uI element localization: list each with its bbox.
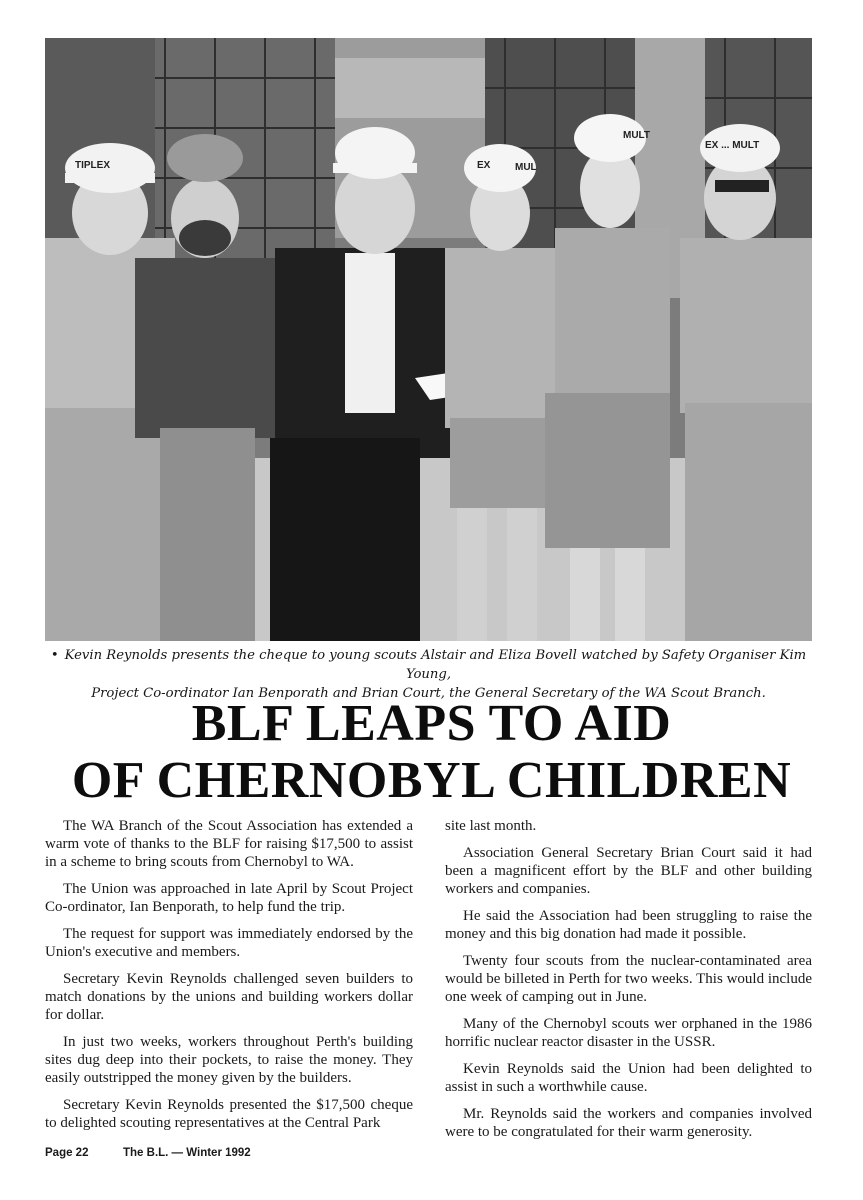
paragraph: Kevin Reynolds said the Union had been delighted to assist in such a worthwhile cause. — [445, 1061, 812, 1095]
bullet-icon: • — [50, 648, 59, 663]
caption-line-1: • Kevin Reynolds presents the cheque to young scouts Alstair and Eliza Bovell watched by Safety Organiser Kim Young, — [50, 648, 807, 682]
paragraph: Mr. Reynolds said the workers and companies involved were to be congratulated for their warm generosity. — [445, 1106, 812, 1140]
paragraph: Secretary Kevin Reynolds presented the $17,500 cheque to delighted scouting representatives at the Central Park — [45, 1097, 413, 1131]
hat-label: TIPLEX — [75, 160, 111, 171]
paragraph: Association General Secretary Brian Court said it had been a magnificent effort by the BLF and other building workers and companies. — [445, 845, 812, 897]
paragraph: The Union was approached in late April by Scout Project Co-ordinator, Ian Benporath, to help fund the trip. — [45, 881, 413, 915]
page-number: Page 22 — [45, 1147, 89, 1159]
paragraph: In just two weeks, workers throughout Perth's building sites dug deep into their pockets, to raise the money. They easily outstripped the money given by the builders. — [45, 1034, 413, 1086]
paragraph: The WA Branch of the Scout Association has extended a warm vote of thanks to the BLF for raising $17,500 to assist in a scheme to bring scouts from Chernobyl to WA. — [45, 818, 413, 870]
headline-line-2: OF CHERNOBYL CHILDREN — [71, 752, 792, 809]
paragraph-continued: site last month. — [445, 818, 537, 834]
photo-scouts-cheque-presentation — [45, 38, 812, 641]
article-column-right — [445, 817, 812, 1150]
hat-label: EX ... MULT — [705, 140, 760, 151]
paragraph: The request for support was immediately endorsed by the Union's executive and members. — [45, 926, 413, 960]
headline-line-1: BLF LEAPS TO AID — [191, 695, 672, 752]
article-column-left — [45, 817, 413, 1141]
paragraph: He said the Association had been struggling to raise the money and this big donation had made it possible. — [445, 908, 812, 942]
paragraph: Secretary Kevin Reynolds challenged seven builders to match donations by the unions and building workers dollar for dollar. — [45, 971, 413, 1023]
caption-line-2: Project Co-ordinator Ian Benporath and Brian Court, the General Secretary of the WA Scout Branch. — [91, 686, 766, 701]
hat-label: MULT — [623, 130, 651, 141]
article-headline — [20, 695, 843, 809]
hat-label: EX — [477, 160, 491, 171]
hat-label: MUL — [515, 162, 537, 173]
paragraph: Twenty four scouts from the nuclear-contaminated area would be billeted in Perth for two weeks. This would include one week of camping out in June. — [445, 953, 812, 1005]
publication-issue: The B.L. — Winter 1992 — [123, 1147, 251, 1159]
paragraph: Many of the Chernobyl scouts wer orphaned in the 1986 horrific nuclear reactor disaster in the USSR. — [445, 1016, 812, 1050]
news-photo — [45, 38, 812, 641]
